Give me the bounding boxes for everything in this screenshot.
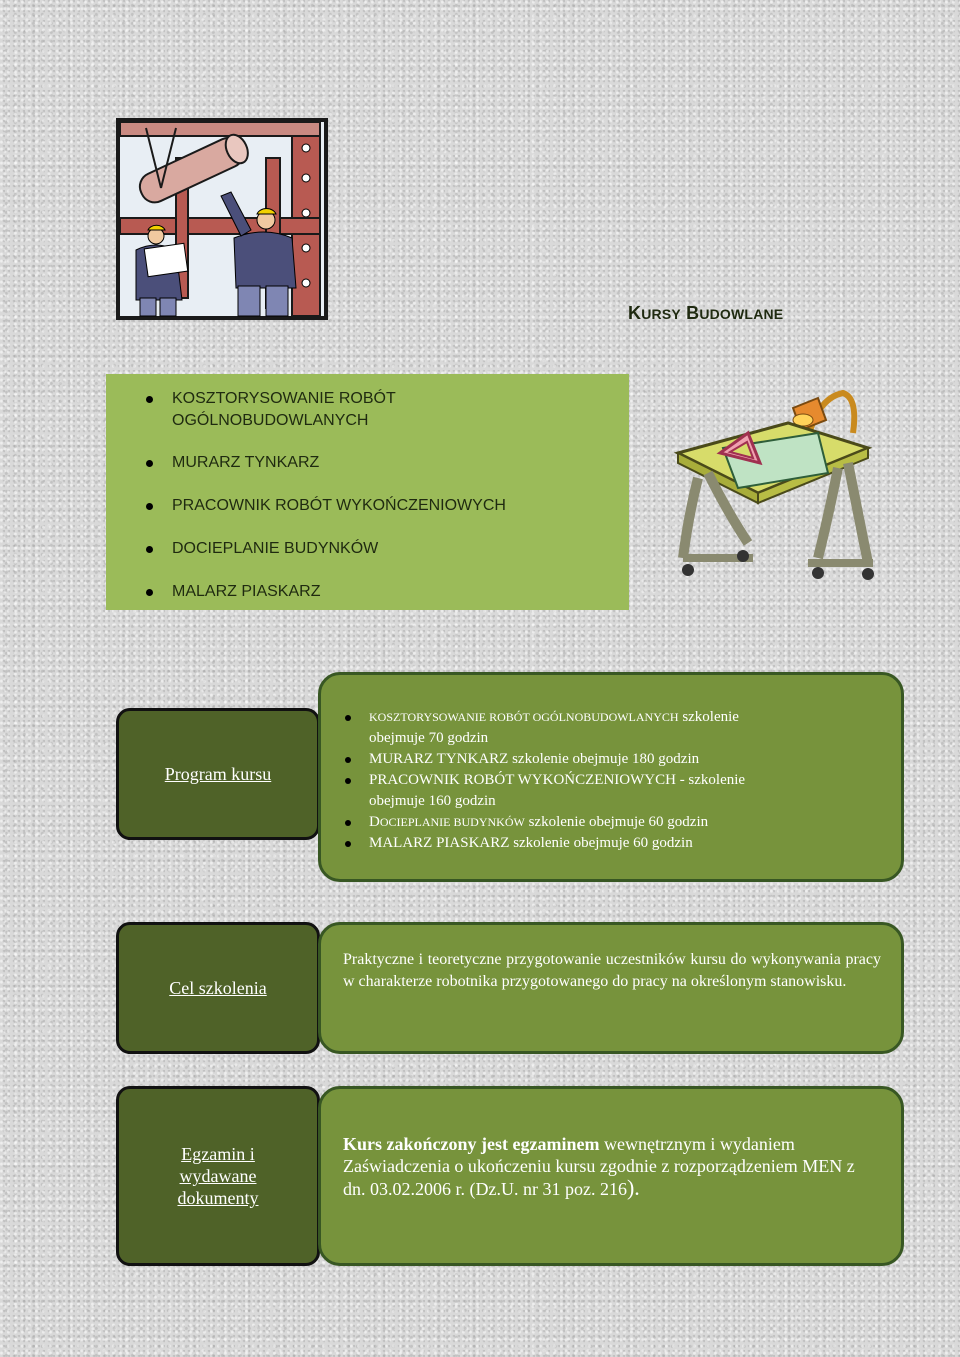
exam-content-box — [318, 1086, 904, 1266]
program-item: MURARZ TYNKARZ szkolenie obejmuje 180 godzin — [321, 749, 871, 770]
exam-text: Kurs zakończony jest egzaminem wewnętrznym i wydaniem Zaświadczenia o ukończeniu kursu zgodnie z rozporządzeniem MEN z dn. 03.02.2006 r. (Dz.U. nr 31 poz. 216). — [343, 1134, 855, 1200]
construction-workers-illustration — [116, 118, 328, 320]
goal-label: Cel szkolenia — [169, 978, 267, 998]
course-list-item: MALARZ PIASKARZ — [106, 581, 629, 603]
goal-content-box — [318, 922, 904, 1054]
goal-label-box — [116, 922, 320, 1054]
exam-label: Egzamin i wydawane dokumenty — [177, 1144, 259, 1208]
page-title: KURSY BUDOWLANE — [628, 303, 784, 323]
course-list-item: PRACOWNIK ROBÓT WYKOŃCZENIOWYCH — [106, 495, 629, 517]
program-item: DOCIEPLANIE BUDYNKÓW szkolenie obejmuje 60 godzin — [321, 812, 871, 833]
course-list-item-continued: OGÓLNOBUDOWLANYCH — [172, 412, 369, 429]
exam-label-box — [116, 1086, 320, 1266]
program-list — [321, 707, 871, 854]
course-list-box — [106, 374, 629, 610]
course-list-item: MURARZ TYNKARZ — [106, 452, 629, 474]
program-item: MALARZ PIASKARZ szkolenie obejmuje 60 godzin — [321, 833, 871, 854]
program-label-box — [116, 708, 320, 840]
drafting-table-illustration — [668, 378, 878, 588]
course-list-item: KOSZTORYSOWANIE ROBÓT — [106, 388, 629, 410]
program-item: KOSZTORYSOWANIE ROBÓT OGÓLNOBUDOWLANYCH szkolenie obejmuje 70 godzin — [321, 707, 871, 749]
program-item: PRACOWNIK ROBÓT WYKOŃCZENIOWYCH - szkolenie obejmuje 160 godzin — [321, 770, 871, 812]
program-label: Program kursu — [164, 764, 272, 784]
program-content-box — [318, 672, 904, 882]
goal-text: Praktyczne i teoretyczne przygotowanie uczestników kursu do wykonywania pracy w charakterze robotnika przygotowanego do pracy na określonym stanowisku. — [343, 951, 881, 990]
course-list-item: DOCIEPLANIE BUDYNKÓW — [106, 538, 629, 560]
course-list — [106, 374, 629, 603]
